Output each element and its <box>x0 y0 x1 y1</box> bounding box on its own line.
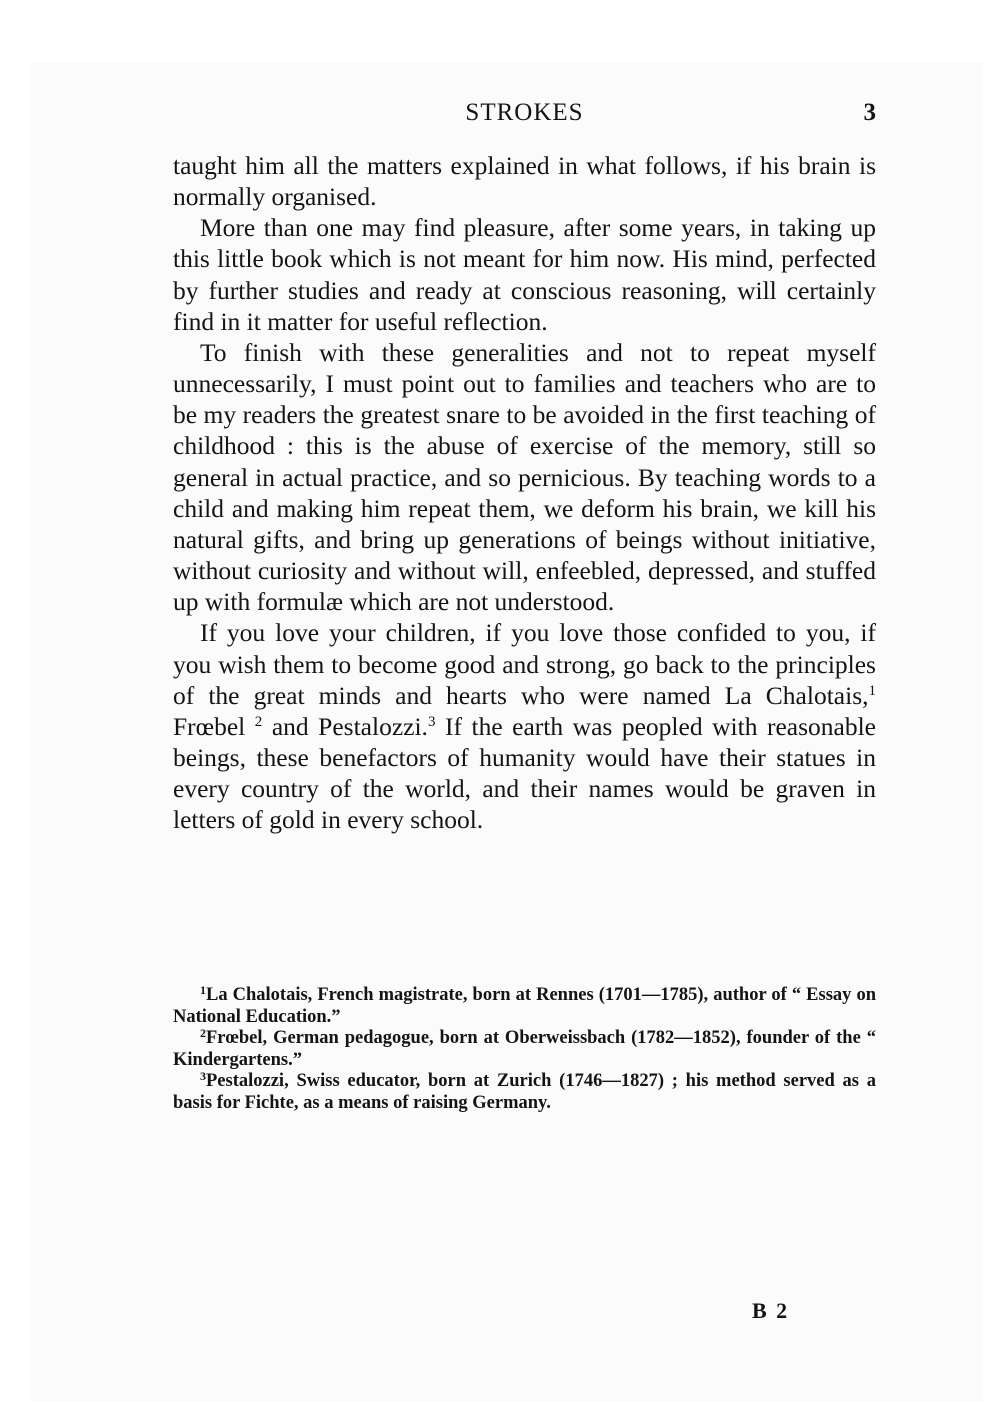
footnote-ref-3: 3 <box>427 713 436 730</box>
running-head <box>173 96 876 130</box>
footnote-3 <box>173 1071 876 1114</box>
page-number: 3 <box>863 99 876 126</box>
paragraph-educators <box>173 617 876 835</box>
paragraph-memory-abuse: To finish with these generalities and not to repeat myself unnecessarily, I must point out to families and teachers who are to be my readers the greatest snare to be avoided in the first teaching of childhood : this is the abuse of exercise of the memory, still so general in actual practice, and so pernicious. By teaching words to a child and making him repeat them, we deform his brain, we kill his natural gifts, and bring up generations of beings without initiative, without curiosity and without will, enfeebled, depressed, and stuffed up with formulæ which are not understood. <box>173 337 876 617</box>
signature-mark: B 2 <box>752 1298 790 1323</box>
body-text <box>173 150 876 835</box>
paragraph-educators-text-1: If you love your children, if you love those confided to you, if you wish them to become good and strong, go back to the principles of the great minds and hearts who were named La Chalotais, <box>173 618 876 710</box>
paragraph-educators-text-4: If the earth was peopled with reasonable beings, these benefactors of humanity would have their statues in every country of the world, and their names would be graven in letters of gold in every school. <box>173 711 877 835</box>
footnote-2 <box>173 1028 876 1071</box>
running-title: STROKES <box>465 99 584 126</box>
paragraph-continuation: taught him all the matters explained in what follows, if his brain is normally organised. <box>173 151 876 212</box>
footnote-marker-3: 3 <box>200 1069 206 1083</box>
footnote-ref-1: 1 <box>868 682 876 699</box>
paragraph-reflection: More than one may find pleasure, after some years, in taking up this little book which is not meant for him now. His mind, perfected by further studies and ready at conscious reasoning, will certainly find in it matter for useful reflection. <box>173 213 876 336</box>
paragraph-educators-text-3: and Pestalozzi. <box>262 711 428 741</box>
footnote-text-1: La Chalotais, French magistrate, born at Rennes (1701—1785), author of “ Essay on National Education.” <box>173 985 876 1027</box>
paragraph-educators-text-2: Frœbel <box>173 711 255 741</box>
footnote-ref-2: 2 <box>254 713 263 730</box>
footnote-text-2: Frœbel, German pedagogue, born at Oberweissbach (1782—1852), founder of the “ Kindergartens.” <box>173 1028 876 1070</box>
footnote-marker-2: 2 <box>200 1026 206 1040</box>
footnotes <box>173 985 876 1114</box>
footnote-1 <box>173 985 876 1028</box>
footnote-marker-1: 1 <box>200 983 206 997</box>
footnote-text-3: Pestalozzi, Swiss educator, born at Zurich (1746—1827) ; his method served as a basis for Fichte, as a means of raising Germany. <box>173 1071 876 1113</box>
